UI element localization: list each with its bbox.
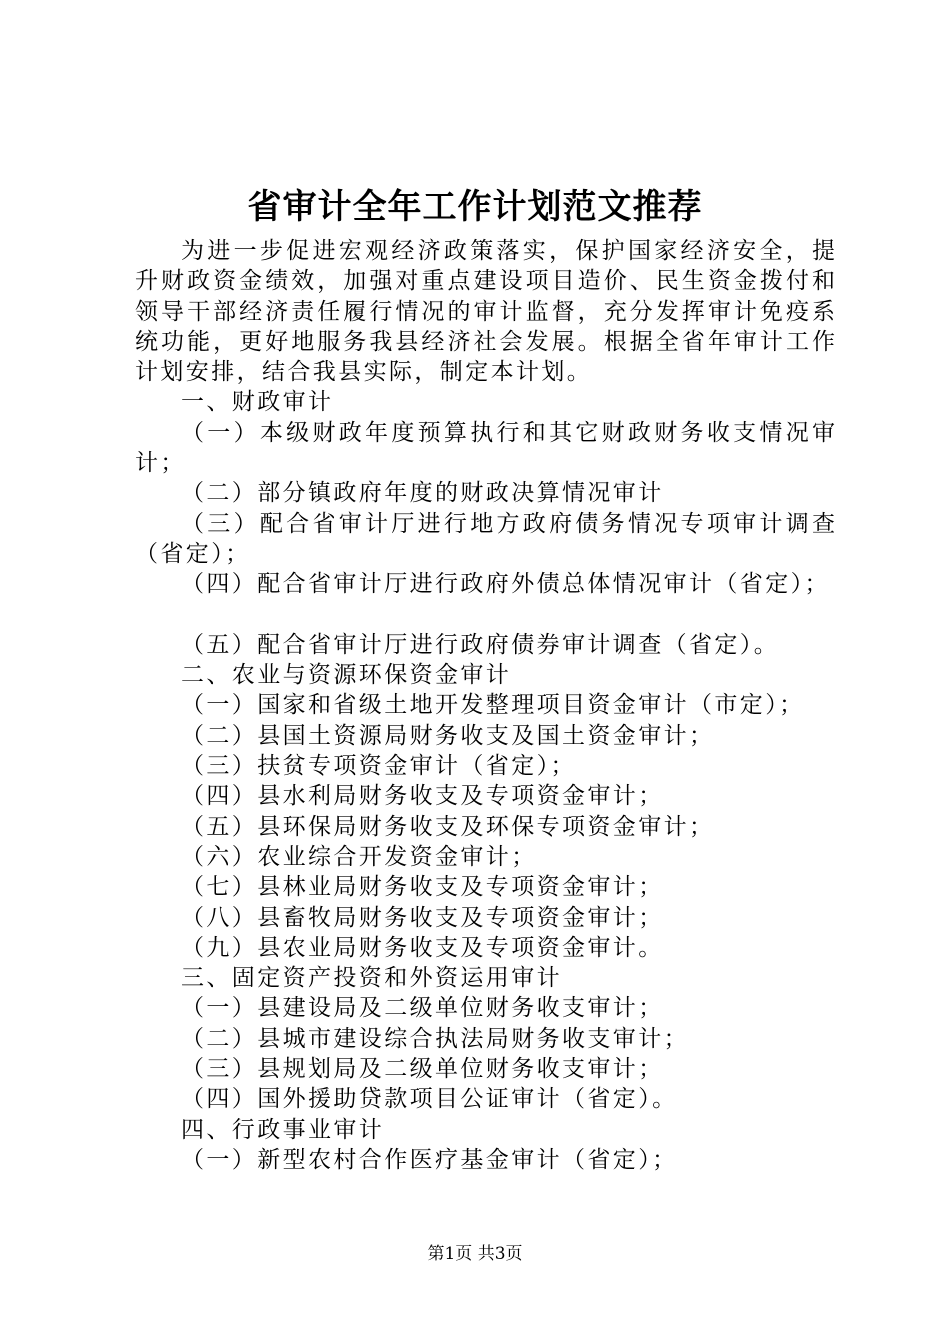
section-heading: 一、财政审计 [181, 389, 334, 416]
list-item: （五）县环保局财务收支及环保专项资金审计； [181, 813, 715, 840]
section-heading: 四、行政事业审计 [181, 1116, 385, 1143]
list-item: （六）农业综合开发资金审计； [181, 843, 537, 870]
list-item: （一）县建设局及二级单位财务收支审计； [181, 995, 664, 1022]
section-heading: 三、固定资产投资和外资运用审计 [181, 965, 562, 992]
list-item: （三）配合省审计厅进行地方政府债务情况专项审计调查 [181, 510, 835, 537]
list-item: （五）配合省审计厅进行政府债券审计调查（省定）。 [181, 631, 780, 658]
blank-line [135, 600, 835, 630]
intro-line: 计划安排，结合我县实际，制定本计划。 [135, 359, 593, 386]
list-item: （三）扶贫专项资金审计（省定）； [181, 753, 576, 780]
list-item: （九）县农业局财务收支及专项资金审计。 [181, 934, 664, 961]
intro-line: 领导干部经济责任履行情况的审计监督，充分发挥审计免疫系 [135, 298, 835, 325]
list-item: （四）县水利局财务收支及专项资金审计； [181, 783, 664, 810]
list-item-continuation: （省定）； [135, 540, 251, 567]
list-item: （二）部分镇政府年度的财政决算情况审计 [181, 480, 664, 507]
intro-line: 为进一步促进宏观经济政策落实，保护国家经济安全，提 [181, 238, 835, 264]
section-heading: 二、农业与资源环保资金审计 [181, 662, 512, 689]
list-item: （二）县城市建设综合执法局财务收支审计； [181, 1025, 689, 1052]
page-footer: 第1页 共3页 [427, 1244, 523, 1264]
list-item: （三）县规划局及二级单位财务收支审计； [181, 1056, 664, 1083]
document-body [135, 236, 835, 1175]
list-item: （四）配合省审计厅进行政府外债总体情况审计（省定）； [181, 571, 830, 598]
list-item: （一）本级财政年度预算执行和其它财政财务收支情况审 [181, 419, 835, 446]
intro-line: 升财政资金绩效，加强对重点建设项目造价、民生资金拨付和 [135, 268, 835, 295]
list-item: （七）县林业局财务收支及专项资金审计； [181, 874, 664, 901]
list-item: （一）国家和省级土地开发整理项目资金审计（市定）； [181, 692, 805, 719]
intro-line: 统功能，更好地服务我县经济社会发展。根据全省年审计工作 [135, 328, 835, 355]
list-item-continuation: 计； [135, 450, 186, 477]
list-item: （一）新型农村合作医疗基金审计（省定）； [181, 1146, 678, 1173]
document-title: 省审计全年工作计划范文推荐 [247, 187, 703, 227]
list-item: （二）县国土资源局财务收支及国土资金审计； [181, 722, 715, 749]
list-item: （四）国外援助贷款项目公证审计（省定）。 [181, 1086, 678, 1113]
list-item: （八）县畜牧局财务收支及专项资金审计； [181, 904, 664, 931]
